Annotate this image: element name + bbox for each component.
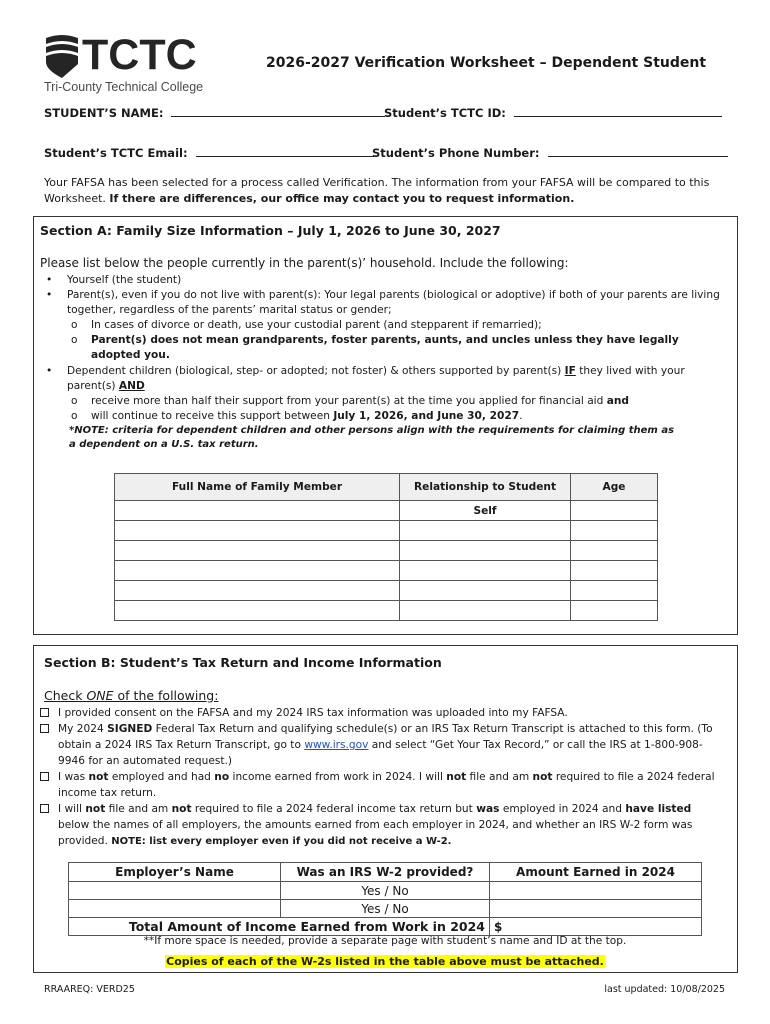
checkbox-employed-no-file[interactable] [40, 804, 49, 813]
employer-name-cell[interactable] [69, 900, 281, 918]
student-name-label: STUDENT’S NAME: [44, 106, 164, 120]
checkbox-consent[interactable] [40, 708, 49, 717]
dependent-note: *NOTE: criteria for dependent children and other persons align with the requirements for claiming them as a dependent on a U.S. tax return. [69, 425, 675, 450]
table-row [115, 561, 658, 581]
family-name-cell[interactable] [115, 561, 400, 581]
family-name-cell[interactable] [115, 521, 400, 541]
more-space-note: **If more space is needed, provide a separate page with student’s name and ID at the top. [143, 935, 627, 947]
age-cell[interactable] [571, 561, 658, 581]
age-cell[interactable] [571, 541, 658, 561]
col-full-name: Full Name of Family Member [115, 474, 400, 501]
table-row [115, 541, 658, 561]
copies-note: Copies of each of the W-2s listed in the table above must be attached. [166, 955, 604, 968]
table-row [69, 900, 702, 918]
table-row [69, 882, 702, 900]
check-one-instruction: Check ONE of the following: [44, 688, 219, 703]
section-a-heading: Section A: Family Size Information – July 1, 2026 to June 30, 2027 [40, 223, 501, 238]
student-phone-field[interactable] [548, 145, 728, 157]
student-email-row [44, 145, 374, 160]
family-name-cell[interactable] [115, 581, 400, 601]
section-a [33, 216, 738, 635]
sub-not-grandparents: o Parent(s) does not mean grandparents, foster parents, aunts, and uncles unless they have legally adopted you. [71, 334, 679, 361]
employer-table-header [69, 863, 702, 882]
family-table [114, 473, 658, 621]
table-row [115, 581, 658, 601]
relationship-cell[interactable] [400, 581, 571, 601]
sub-continue: o will continue to receive this support between July 1, 2026, and June 30, 2027. [71, 410, 523, 422]
student-id-row [384, 105, 722, 120]
student-phone-row [372, 145, 728, 160]
age-cell[interactable] [571, 501, 658, 521]
student-name-row [44, 105, 385, 120]
student-email-field[interactable] [196, 145, 374, 157]
age-cell[interactable] [571, 581, 658, 601]
total-row [69, 918, 702, 936]
sub-support: o receive more than half their support from your parent(s) at the time you applied for financial aid and [71, 395, 630, 407]
intro-text [44, 175, 734, 207]
w2-yes-no[interactable]: Yes / No [281, 900, 490, 918]
col-employer-name: Employer’s Name [69, 863, 281, 882]
student-id-label: Student’s TCTC ID: [384, 106, 506, 120]
total-amount-cell[interactable]: $ [490, 918, 702, 936]
section-b-heading: Section B: Student’s Tax Return and Income Information [44, 655, 442, 670]
total-label: Total Amount of Income Earned from Work in 2024 [69, 918, 490, 936]
logo-wordmark: TCTC [82, 31, 197, 79]
option-tax-return[interactable]: My 2024 SIGNED Federal Tax Return and qualifying schedule(s) or an IRS Tax Return Transcript is attached to this form. (To obtain a 2024 IRS Tax Return Transcript, go to www.irs.gov and select “Get Your Tax Record,” or call the IRS at 1-800-908-9946 for an automated request.) [34, 721, 724, 769]
relationship-self: Self [400, 501, 571, 521]
option-employed-no-file[interactable]: I will not file and am not required to file a 2024 federal income tax return but was employed in 2024 and have listed below the names of all employers, the amounts earned from each employer in 2024, and whether an IRS W-2 form was provided. NOTE: list every employer even if you did not receive a W-2. [34, 801, 724, 850]
col-relationship: Relationship to Student [400, 474, 571, 501]
amount-cell[interactable] [490, 900, 702, 918]
col-w2-provided: Was an IRS W-2 provided? [281, 863, 490, 882]
age-cell[interactable] [571, 601, 658, 621]
section-a-instruction: Please list below the people currently in the parent(s)’ household. Include the following: [40, 256, 569, 270]
bullet-parents: • Parent(s), even if you do not live with parent(s): Your legal parents (biological or adoptive) if both of your parents are living together, regardless of the parents’ marital status or gender; [46, 289, 720, 316]
col-age: Age [571, 474, 658, 501]
checkbox-tax-return[interactable] [40, 724, 49, 733]
student-name-field[interactable] [171, 105, 385, 117]
table-row [115, 601, 658, 621]
family-name-cell[interactable] [115, 501, 400, 521]
family-table-header [115, 474, 658, 501]
checkbox-not-employed[interactable] [40, 772, 49, 781]
option-consent[interactable]: I provided consent on the FAFSA and my 2024 IRS tax information was uploaded into my FAFSA. [34, 705, 724, 721]
employer-name-cell[interactable] [69, 882, 281, 900]
section-a-bullets [34, 273, 724, 452]
employer-table [68, 862, 702, 936]
footer-last-updated: last updated: 10/08/2025 [604, 984, 725, 995]
family-name-cell[interactable] [115, 541, 400, 561]
w2-yes-no[interactable]: Yes / No [281, 882, 490, 900]
table-row [115, 521, 658, 541]
age-cell[interactable] [571, 521, 658, 541]
relationship-cell[interactable] [400, 541, 571, 561]
student-email-label: Student’s TCTC Email: [44, 146, 188, 160]
relationship-cell[interactable] [400, 601, 571, 621]
page-title: 2026-2027 Verification Worksheet – Dependent Student [266, 55, 707, 71]
tctc-logo-icon [44, 34, 80, 78]
student-id-field[interactable] [514, 105, 722, 117]
family-name-cell[interactable] [115, 601, 400, 621]
footer-form-code: RRAAREQ: VERD25 [44, 984, 135, 995]
bullet-dependents: • Dependent children (biological, step- or adopted; not foster) & others supported by parent(s) IF they lived with your parent(s) AND [46, 365, 685, 392]
sub-divorce: o In cases of divorce or death, use your custodial parent (and stepparent if remarried); [71, 319, 542, 331]
bullet-yourself: • Yourself (the student) [46, 274, 182, 286]
logo-subtitle: Tri-County Technical College [44, 80, 204, 94]
amount-cell[interactable] [490, 882, 702, 900]
relationship-cell[interactable] [400, 521, 571, 541]
intro-bold: If there are differences, our office may contact you to request information. [109, 192, 575, 205]
intro-plain: Your FAFSA has been selected for a process called Verification. The information from your FAFSA will be compared to this Worksheet. [44, 176, 710, 205]
option-not-employed[interactable]: I was not employed and had no income earned from work in 2024. I will not file and am not required to file a 2024 federal income tax return. [34, 769, 724, 801]
options-list [34, 705, 724, 850]
irs-link[interactable]: www.irs.gov [304, 739, 369, 751]
table-row [115, 501, 658, 521]
student-phone-label: Student’s Phone Number: [372, 146, 540, 160]
copies-note-wrap [0, 950, 770, 969]
relationship-cell[interactable] [400, 561, 571, 581]
col-amount-earned: Amount Earned in 2024 [490, 863, 702, 882]
